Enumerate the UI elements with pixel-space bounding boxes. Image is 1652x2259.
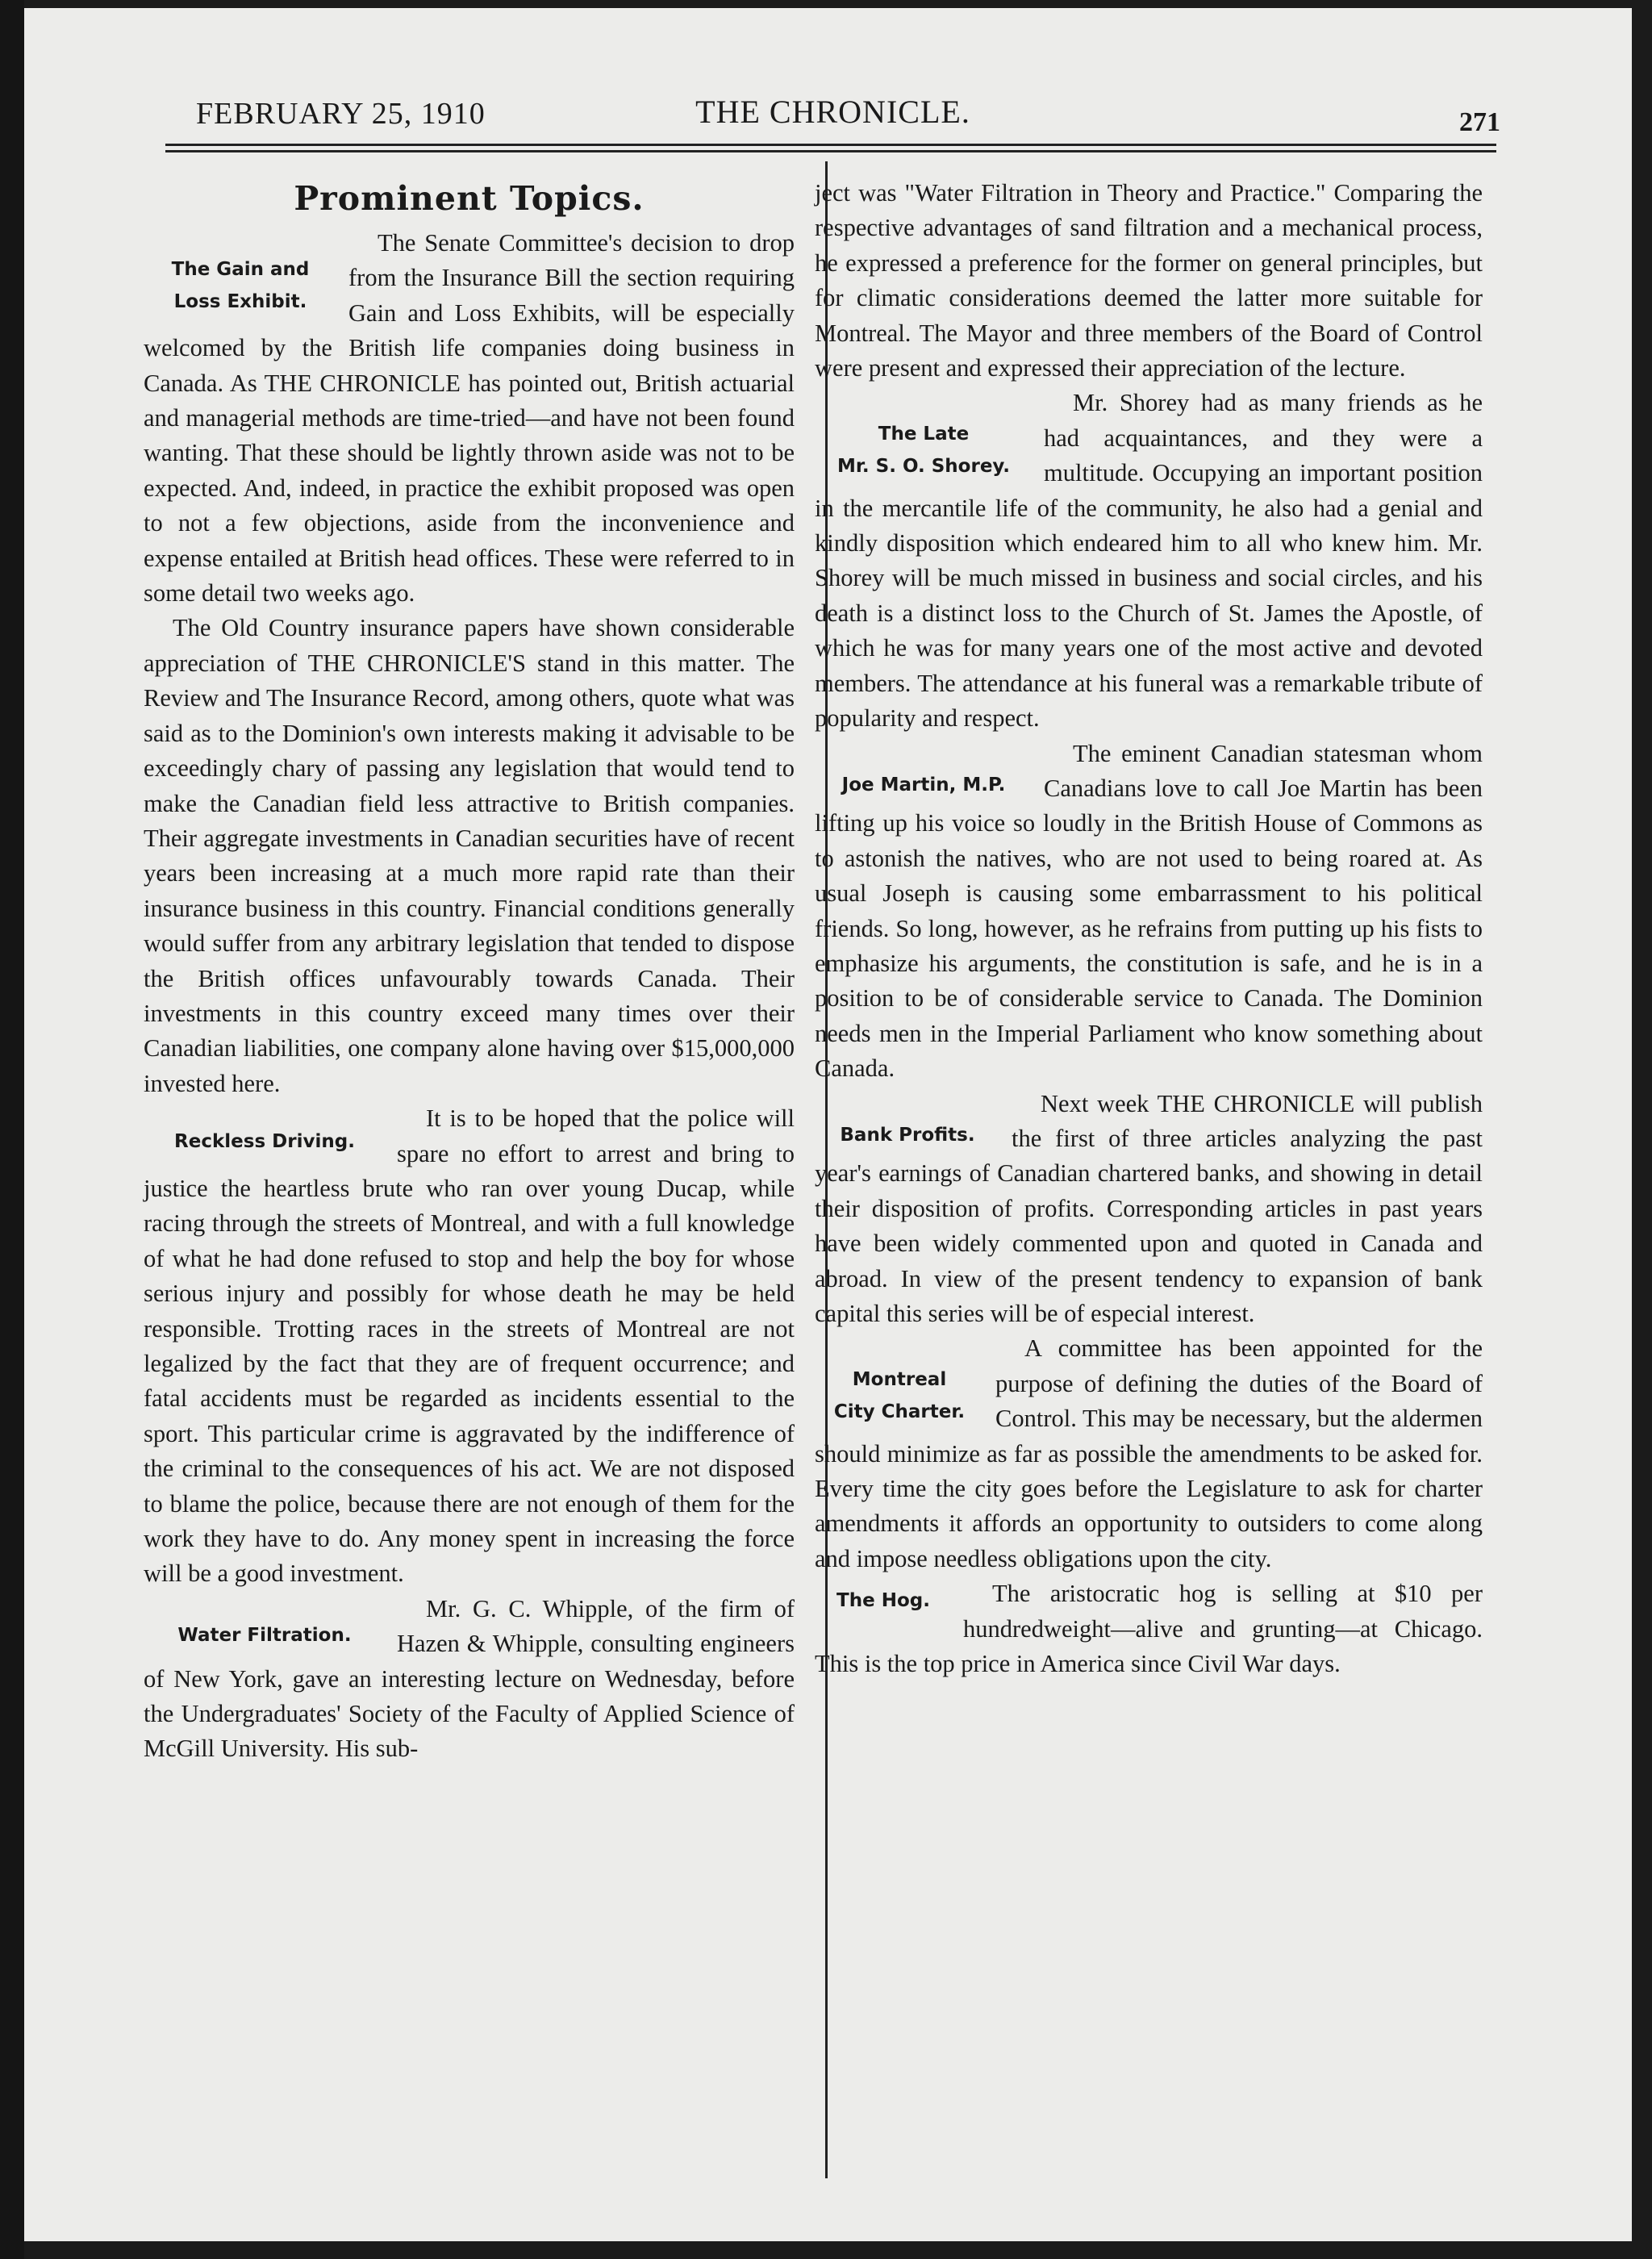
column-left [144, 176, 795, 1767]
article-reckless-driving: It is to be hoped that the police will spare no effort to arrest and bring to justice the heartless brute who ran over young Ducap, while racing through the streets of Montreal, and with a full knowledge of what he had done refused to stop and help the boy for whose serious injury and possibly for whose death he may be held responsible. Trotting races in the streets of Montreal are not legalized by the fact that they are of frequent occurrence; and fatal accidents must be regarded as incidents essential to the sport. This particular crime is aggravated by the indifference of the criminal to the consequences of his act. We are not disposed to blame the police, because there are not enough of them for the work they have to do. Any money spent in increasing the force will be a good investment. [144, 1104, 795, 1588]
sidehead-line: Loss Exhibit. [173, 291, 307, 312]
issue-date: FEBRUARY 25, 1910 [196, 97, 486, 131]
sidehead-line: City Charter. [833, 1401, 966, 1423]
sidehead-line: The Hog. [836, 1590, 930, 1612]
article-gain-loss-p2: The Old Country insurance papers have shown considerable appreciation of THE CHRONICLE'S stand in this matter. The Review and The Insurance Record, among others, quote what was said as to the Dominion's own interests making it advisable to be exceedingly chary of passing any legislation that would tend to make the Canadian field less attractive to British companies. Their aggregate investments in Canadian securities have of recent years been increasing at a much more rapid rate than their insurance business in this country. Financial conditions generally would suffer from any arbitrary legislation that tended to dispose the British offices unfavourably towards Canada. Their investments in this country exceed many times over their Canadian liabilities, one company alone having over $15,000,000 invested here. [144, 614, 795, 1097]
column-right [815, 176, 1483, 1681]
binding-edge [0, 0, 24, 2259]
article-water-filtration: Mr. G. C. Whipple, of the firm of Hazen & Whipple, consulting engineers of New York, gave an interesting lecture on Wednesday, before the Undergraduates' Society of the Faculty of Applied Science of McGill University. His sub- [144, 1594, 795, 1763]
article-joe-martin: The eminent Canadian statesman whom Canadians love to call Joe Martin has been lifting up his voice so loudly in the British House of Commons as to astonish the natives, who are not used to being roared at. As usual Joseph is causing some embarrassment to his political friends. So long, however, as he refrains from putting up his fists to emphasize his arguments, the constitution is safe, and he is in a position to be of considerable service to Canada. The Dominion needs men in the Imperial Parliament who know something about Canada. [815, 739, 1483, 1083]
sidehead-line: Bank Profits. [840, 1124, 975, 1146]
article-hog: The aristocratic hog is selling at $10 per hundredweight—alive and grunting—at Chicago. This is the top price in America since Civil War days. [815, 1580, 1483, 1678]
sidehead-shorey [815, 418, 1032, 482]
page-number: 271 [1459, 107, 1500, 137]
article-water-filtration-cont: ject was "Water Filtration in Theory and Practice." Comparing the respective advantages of sand filtration and a mechanical process, he expressed a preference for the former on general principles, but for climatic considerations deemed the latter more suitable for Montreal. The Mayor and three members of the Board of Control were present and expressed their appreciation of the lecture. [815, 179, 1483, 382]
sidehead-line: The Gain and [171, 259, 310, 280]
sidehead-hog [815, 1585, 952, 1617]
header-rule-bottom [165, 150, 1496, 152]
sidehead-gain-loss [144, 253, 337, 318]
sidehead-line: Reckless Driving. [174, 1131, 355, 1153]
sidehead-reckless-driving [144, 1125, 386, 1158]
article-shorey: Mr. Shorey had as many friends as he had acquaintances, and they were a multitude. Occupying an important position in the mercantile life of the community, he also had a genial and kindly disposition which endeared him to all who knew him. Mr. Shorey will be much missed in business and social circles, and his death is a distinct loss to the Church of St. James the Apostle, of which he was for many years one of the most active and devoted members. The attendance at his funeral was a remarkable tribute of popularity and respect. [815, 389, 1483, 733]
sidehead-line: Water Filtration. [177, 1624, 352, 1646]
sidehead-city-charter [815, 1363, 984, 1428]
sidehead-line: Mr. S. O. Shorey. [836, 456, 1011, 478]
sidehead-joe-martin [815, 769, 1032, 801]
publication-title: THE CHRONICLE. [695, 94, 970, 130]
sidehead-water-filtration [144, 1619, 386, 1651]
sidehead-line: The Late [878, 424, 970, 445]
sidehead-bank-profits [815, 1119, 1000, 1151]
section-title: Prominent Topics. [294, 179, 645, 218]
article-gain-loss-p1: The Senate Committee's decision to drop from the Insurance Bill the section requiring Gain and Loss Exhibits, will be especially welcomed by the British life companies doing business in Canada. As THE CHRONICLE has pointed out, British actuarial and managerial methods are time-tried—and have not been found wanting. That these should be lightly thrown aside was not to be expected. And, indeed, in practice the exhibit proposed was open to not a few objections, aside from the inconvenience and expense entailed at British head offices. These were referred to in some detail two weeks ago. [144, 229, 795, 608]
article-city-charter: A committee has been appointed for the purpose of defining the duties of the Board of Control. This may be necessary, but the aldermen should minimize as far as possible the amendments to be asked for. Every time the city goes before the Legislature to ask for charter amendments it affords an opportunity to outsiders to come along and impose needless obligations upon the city. [815, 1334, 1483, 1572]
page-header [165, 85, 1500, 137]
article-bank-profits: Next week THE CHRONICLE will publish the first of three articles analyzing the past year's earnings of Canadian chartered banks, and showing in detail their disposition of profits. Corresponding articles in past years have been widely commented upon and quoted in Canada and abroad. In view of the present tendency to expansion of bank capital this series will be of especial interest. [815, 1089, 1483, 1327]
header-rule-top [165, 144, 1496, 146]
sidehead-line: Joe Martin, M.P. [841, 774, 1006, 795]
sidehead-line: Montreal [852, 1369, 947, 1391]
